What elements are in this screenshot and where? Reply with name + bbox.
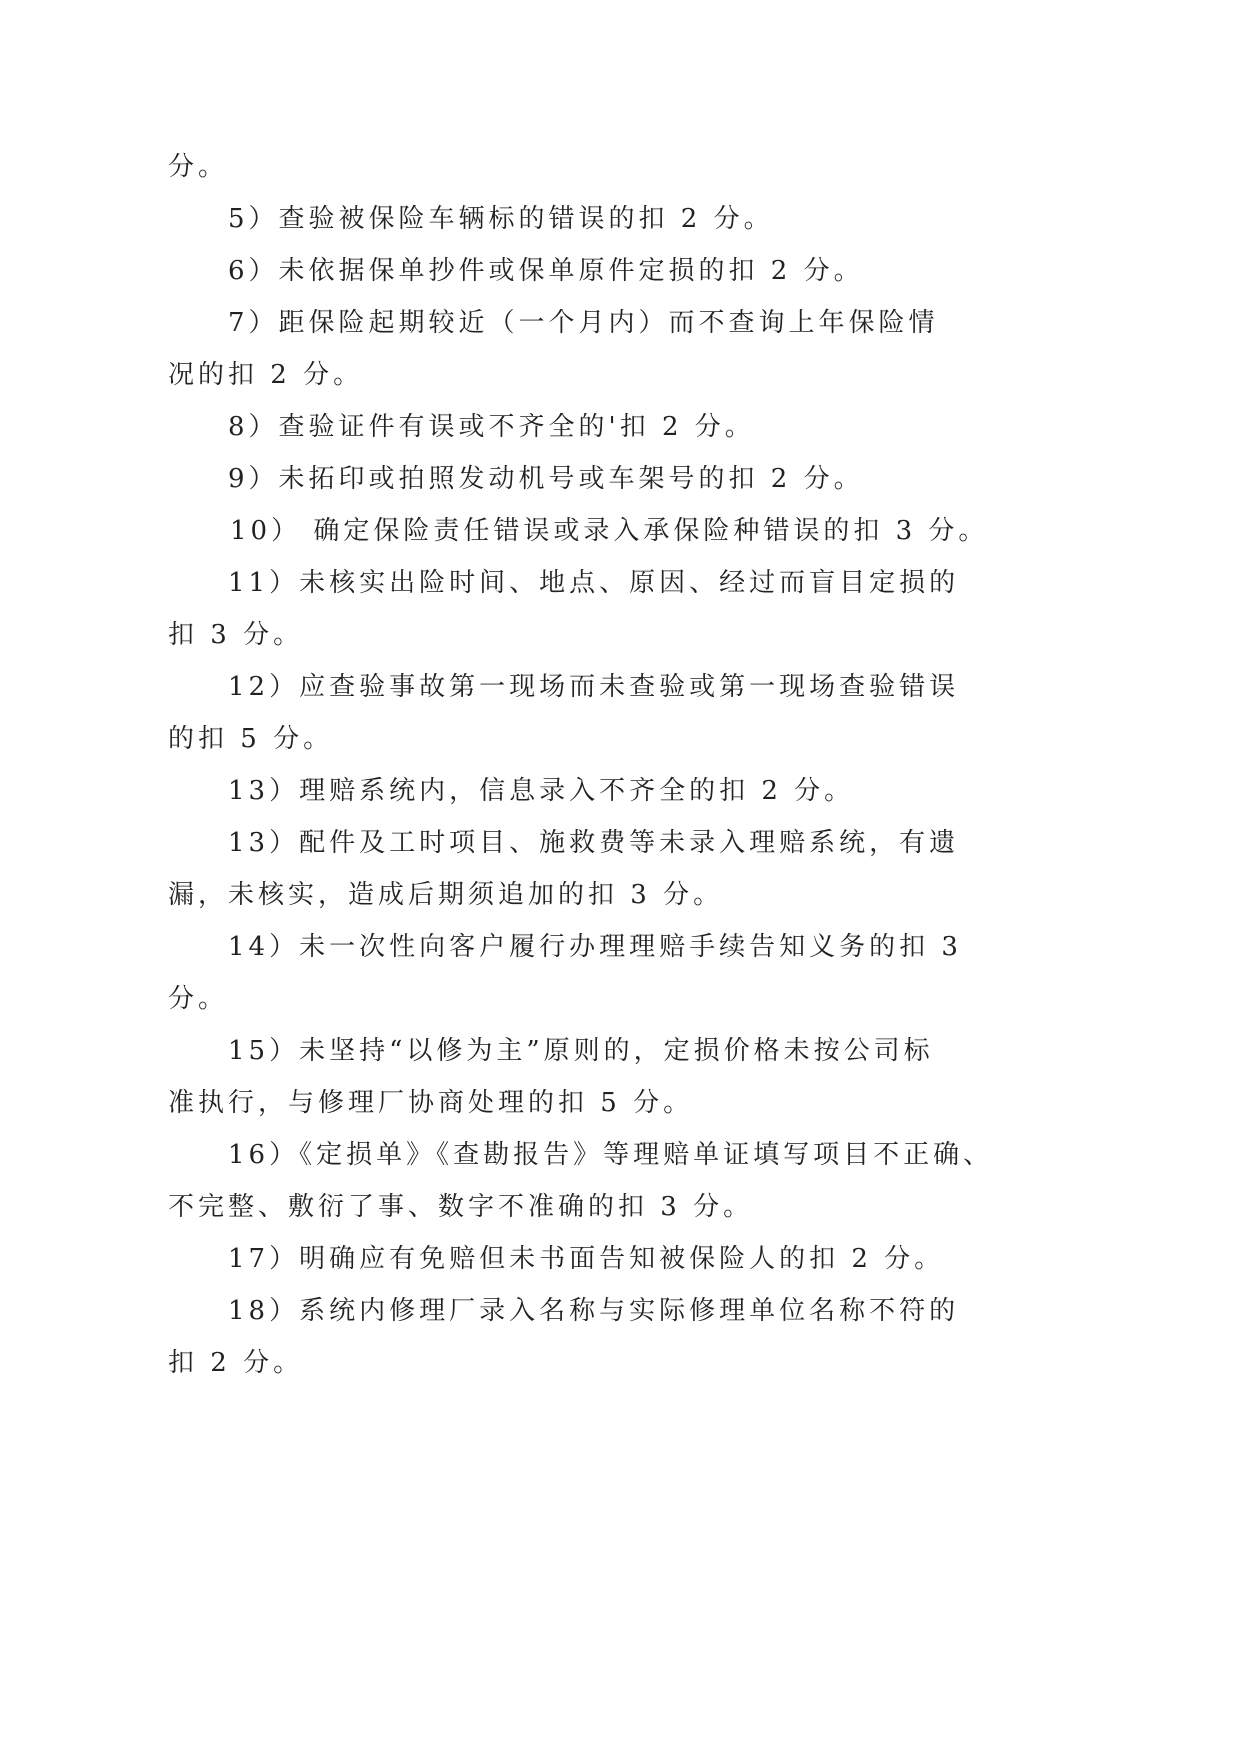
text-line: 15）未坚持“以修为主”原则的，定损价格未按公司标 xyxy=(228,1036,934,1066)
text-line: 扣 2 分。 xyxy=(168,1348,304,1378)
text-line: 14）未一次性向客户履行办理理赔手续告知义务的扣 3 xyxy=(228,932,962,962)
text-line: 12）应查验事故第一现场而未查验或第一现场查验错误 xyxy=(228,672,960,702)
text-line: 18）系统内修理厂录入名称与实际修理单位名称不符的 xyxy=(228,1296,960,1326)
text-line: 分。 xyxy=(168,152,229,182)
text-line: 13）配件及工时项目、施救费等未录入理赔系统，有遗 xyxy=(228,828,960,858)
text-line: 况的扣 2 分。 xyxy=(168,360,364,390)
text-line: 11）未核实出险时间、地点、原因、经过而盲目定损的 xyxy=(228,568,960,598)
text-line: 的扣 5 分。 xyxy=(168,724,334,754)
text-line: 漏，未核实，造成后期须追加的扣 3 分。 xyxy=(168,880,724,910)
text-line: 7）距保险起期较近（一个月内）而不查询上年保险情 xyxy=(228,308,939,338)
text-line: 扣 3 分。 xyxy=(168,620,304,650)
text-line: 5）查验被保险车辆标的错误的扣 2 分。 xyxy=(228,204,774,234)
text-line: 6）未依据保单抄件或保单原件定损的扣 2 分。 xyxy=(228,256,864,286)
text-line: 13）理赔系统内，信息录入不齐全的扣 2 分。 xyxy=(228,776,855,806)
text-line: 16）《定损单》《查勘报告》等理赔单证填写项目不正确、 xyxy=(228,1140,994,1170)
text-line: 分。 xyxy=(168,984,229,1014)
text-line: 10） 确定保险责任错误或录入承保险种错误的扣 3 分。 xyxy=(230,516,989,546)
text-line: 8）查验证件有误或不齐全的'扣 2 分。 xyxy=(228,412,755,442)
text-line: 9）未拓印或拍照发动机号或车架号的扣 2 分。 xyxy=(228,464,864,494)
text-line: 不完整、敷衍了事、数字不准确的扣 3 分。 xyxy=(168,1192,754,1222)
text-line: 准执行，与修理厂协商处理的扣 5 分。 xyxy=(168,1088,694,1118)
text-line: 17）明确应有免赔但未书面告知被保险人的扣 2 分。 xyxy=(228,1244,945,1274)
